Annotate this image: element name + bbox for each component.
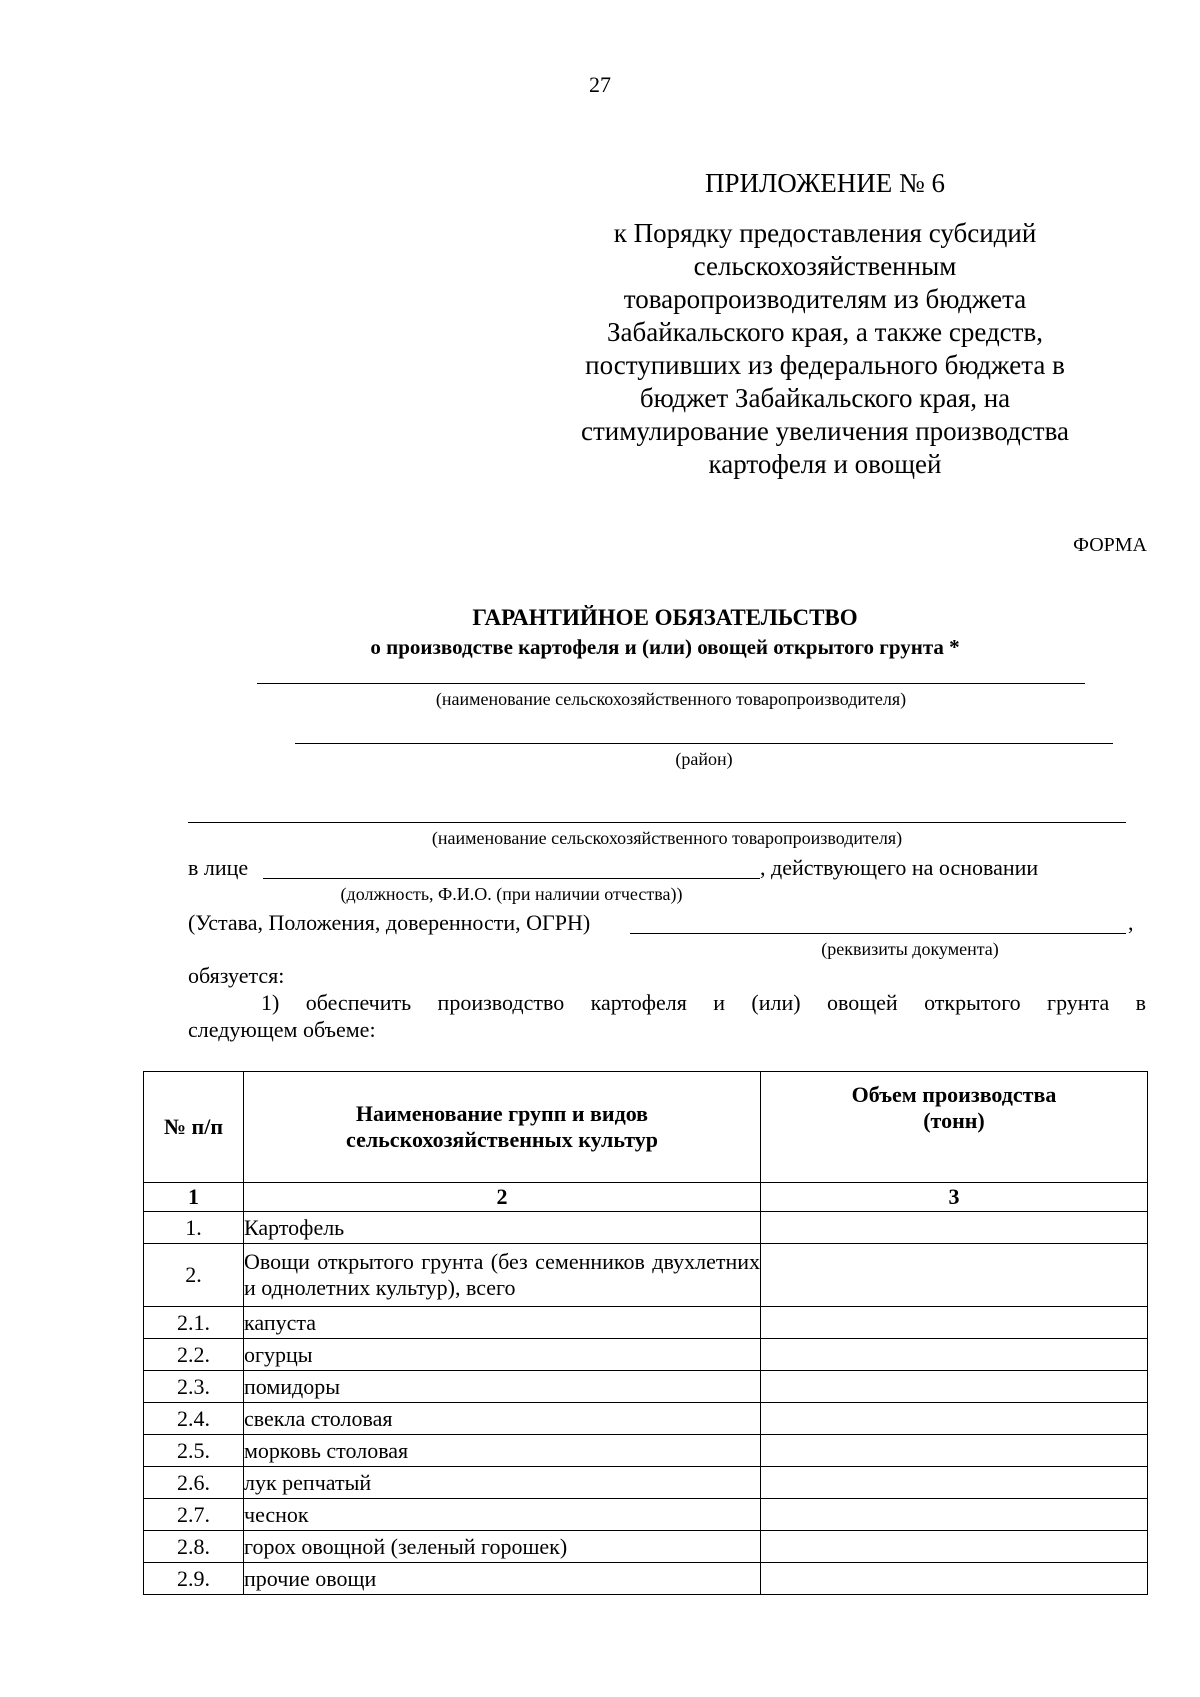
appendix-line: бюджет Забайкальского края, на	[639, 383, 1011, 413]
table-row	[144, 1371, 1148, 1403]
header-num: № п/п	[144, 1072, 244, 1183]
row-name: горох овощной (зеленый горошек)	[244, 1531, 761, 1563]
header-volume: Объем производства (тонн)	[761, 1072, 1148, 1183]
row-name: Картофель	[244, 1212, 761, 1244]
column-number: 2	[244, 1183, 761, 1212]
appendix-line: товаропроизводителям из бюджета	[623, 284, 1027, 314]
table-row	[144, 1307, 1148, 1339]
column-number-row	[144, 1183, 1148, 1212]
table-row	[144, 1212, 1148, 1244]
row-num: 2.5.	[144, 1435, 244, 1467]
column-number: 3	[761, 1183, 1148, 1212]
producer-name-line[interactable]	[257, 683, 1085, 684]
row-volume-cell[interactable]	[761, 1403, 1148, 1435]
document-subtitle: о производстве картофеля и (или) овощей открытого грунта *	[370, 635, 960, 659]
table-header-row	[144, 1072, 1148, 1183]
row-volume-cell[interactable]	[761, 1563, 1148, 1595]
row-name: лук репчатый	[244, 1467, 761, 1499]
row-volume-cell[interactable]	[761, 1435, 1148, 1467]
form-label: ФОРМА	[1073, 534, 1147, 556]
basis-label: (Устава, Положения, доверенности, ОГРН)	[188, 910, 591, 935]
table-row	[144, 1499, 1148, 1531]
row-name: капуста	[244, 1307, 761, 1339]
row-num: 2.7.	[144, 1499, 244, 1531]
appendix-line: стимулирование увеличения производства	[581, 416, 1069, 446]
row-name: помидоры	[244, 1371, 761, 1403]
row-name: Овощи открытого грунта (без семенников двухлетних и однолетних культур), всего	[244, 1244, 761, 1307]
row-volume-cell[interactable]	[761, 1371, 1148, 1403]
page-number: 27	[589, 72, 611, 97]
row-num: 2.1.	[144, 1307, 244, 1339]
production-volume-table	[143, 1071, 1148, 1595]
appendix-title: ПРИЛОЖЕНИЕ № 6	[704, 168, 946, 198]
row-volume-cell[interactable]	[761, 1339, 1148, 1371]
table-row	[144, 1435, 1148, 1467]
producer-name-line-2[interactable]	[188, 822, 1126, 823]
row-name: огурцы	[244, 1339, 761, 1371]
obliges-text: обязуется:	[188, 963, 285, 988]
table-row	[144, 1403, 1148, 1435]
district-line[interactable]	[295, 743, 1113, 744]
in-person-label: в лице	[188, 855, 249, 880]
table-row	[144, 1244, 1148, 1307]
row-num: 2.4.	[144, 1403, 244, 1435]
row-volume-cell[interactable]	[761, 1467, 1148, 1499]
table-row	[144, 1563, 1148, 1595]
item1-text-line1: 1) обеспечить производство картофеля и (или) овощей открытого грунта в	[261, 990, 1146, 1015]
position-caption: (должность, Ф.И.О. (при наличии отчества))	[340, 884, 683, 904]
row-volume-cell[interactable]	[761, 1212, 1148, 1244]
row-num: 2.2.	[144, 1339, 244, 1371]
table-row	[144, 1467, 1148, 1499]
row-num: 2.8.	[144, 1531, 244, 1563]
item1-text-line2: следующем объеме:	[188, 1017, 376, 1042]
row-num: 2.6.	[144, 1467, 244, 1499]
row-volume-cell[interactable]	[761, 1244, 1148, 1307]
appendix-line: Забайкальского края, а также средств,	[607, 317, 1043, 347]
appendix-line: поступивших из федерального бюджета в	[585, 350, 1065, 380]
producer-caption: (наименование сельскохозяйственного товаропроизводителя)	[435, 689, 907, 709]
requisites-caption: (реквизиты документа)	[821, 939, 999, 959]
row-name: прочие овощи	[244, 1563, 761, 1595]
header-name: Наименование групп и видов сельскохозяйственных культур	[244, 1072, 761, 1183]
appendix-line: сельскохозяйственным	[693, 251, 957, 281]
producer-caption-2: (наименование сельскохозяйственного товаропроизводителя)	[431, 828, 903, 848]
row-volume-cell[interactable]	[761, 1531, 1148, 1563]
row-name: чеснок	[244, 1499, 761, 1531]
comma: ,	[1128, 910, 1134, 935]
table-row	[144, 1531, 1148, 1563]
requisites-line[interactable]	[630, 933, 1126, 934]
row-name: морковь столовая	[244, 1435, 761, 1467]
acting-label: , действующего на основании	[760, 855, 1039, 880]
appendix-line: картофеля и овощей	[708, 449, 942, 479]
row-num: 1.	[144, 1212, 244, 1244]
row-name: свекла столовая	[244, 1403, 761, 1435]
table-row	[144, 1339, 1148, 1371]
district-caption: (район)	[675, 749, 733, 769]
row-num: 2.	[144, 1244, 244, 1307]
row-volume-cell[interactable]	[761, 1307, 1148, 1339]
row-num: 2.9.	[144, 1563, 244, 1595]
representative-line[interactable]	[263, 878, 760, 879]
appendix-line: к Порядку предоставления субсидий	[613, 218, 1037, 248]
row-num: 2.3.	[144, 1371, 244, 1403]
row-volume-cell[interactable]	[761, 1499, 1148, 1531]
column-number: 1	[144, 1183, 244, 1212]
document-title: ГАРАНТИЙНОЕ ОБЯЗАТЕЛЬСТВО	[472, 605, 858, 630]
